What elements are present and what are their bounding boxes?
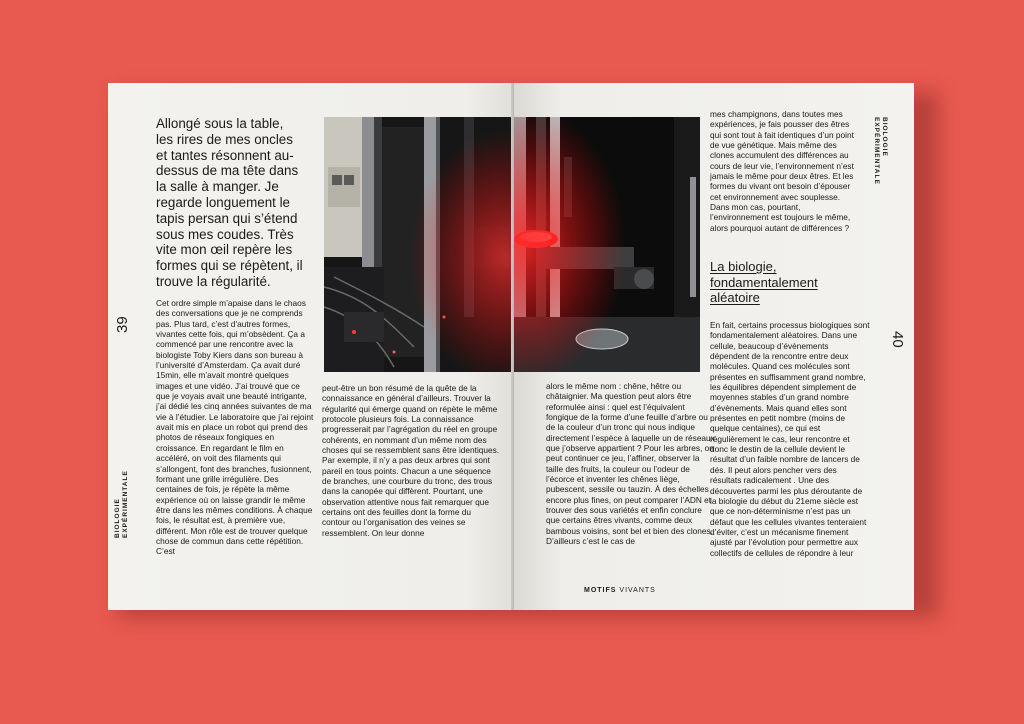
body-column: mes champignons, dans toutes mes expériences, je fais pousser des êtres qui sont tout à fait identiques d’un point de vue génétique. Mais même des clones accumulent des différences au cours de leur vie, l’environnement n’est jamais le même pour deux êtres. Et les formes du vivant ont besoin d’épouser cet environnement avec souplesse. Dans mon cas, pourtant, l’environnement est toujours le même, alors pourquoi autant de différences ? <box>710 109 854 233</box>
body-column: Cet ordre simple m’apaise dans le chaos des conversations que je ne comprends pas. Plus tard, c’est d’autres formes, vivantes cette fois, qui m’obsèdent. Ça a commencé par une rencontre avec la biologiste Toby Kiers dans son bureau à l’université d’Amsterdam. Ça avait duré 15min, elle m’avait montré quelques images et une vidéo. J’ai trouvé que ce que je voyais avait une beauté intrigante, j’ai dédié les cinq années suivantes de ma vie à l’étudier. Le laboratoire que j’ai rejoint avait mis en place un robot qui prend des photos de réseaux fongiques en croissance. En regardant le film en accéléré, on voit des filaments qui s’allongent, font des branches, fusionnent, formant une grille irrégulière. Des centaines de fois, je répète la même expérience où on laisse grandir le même être dans les mêmes conditions. À chaque fois, le résultat est, à première vue, différent. Mon rôle est de trouver quelque chose de commun dans cette répétition. C’est <box>156 298 314 557</box>
lab-photo-right-half <box>514 117 700 372</box>
page-number: 40 <box>889 331 906 348</box>
body-column: peut-être un bon résumé de la quête de la connaissance en général d’ailleurs. Trouver la régularité qui émerge quand on répète le même protocole plusieurs fois. La connaissance progresserait par l’agrégation du réel en groupe cohérents, en nommant d’un même nom des choses qui se ressemblent sans être identiques. Par exemple, il n’y a pas deux arbres qui sont pareil en tous points. Chacun a une séquence de branches, une courbure du tronc, des trous dans la canopée qui diffèrent. Pourtant, une observation attentive nous fait remarquer que certains ont des feuilles dont la forme du contour ou l’organisation des veines se ressemblent. On leur donne <box>322 383 500 538</box>
page-number: 39 <box>114 316 131 333</box>
footer-title-bold: MOTIFS <box>584 587 617 594</box>
section-subheading: La biologie, fondamentalement aléatoire <box>710 259 818 305</box>
running-footer <box>584 587 656 594</box>
lab-equipment-image <box>514 117 700 372</box>
lab-photo-left-half <box>324 117 514 372</box>
left-page <box>108 83 514 610</box>
right-page <box>514 83 914 610</box>
lead-paragraph: Allongé sous la table, les rires de mes oncles et tantes résonnent au-dessus de ma tête dans la salle à manger. Je regarde longuement le tapis persan qui s’étend sous mes coudes. Très vite mon œil repère les formes qui se répètent, il trouve la régularité. <box>156 116 303 289</box>
section-label: BIOLOGIE EXPÉRIMENTALE <box>873 117 888 185</box>
body-column: alors le même nom : chêne, hêtre ou châtaignier. Ma question peut alors être reformulée ainsi : quel est l’équivalent fongique de la forme d’une feuille d’arbre ou de la couleur d’un tronc qui nous indique directement l’espèce à laquelle un de réseaux que j’observe appartient ? Pour les arbres, on peut continuer ce jeu, l’affiner, observer la taille des fruits, la couleur ou l’odeur de l’écorce et inventer les chênes liège, pubescent, sessile ou tauzin. À des échelles encore plus fines, on peut comparer l’ADN et trouver des sous variétés et enfin conclure que certains êtres vivants, comme deux bambous voisins, sont bel et bien des clones. D’ailleurs c’est le cas de <box>546 381 715 547</box>
footer-title-light: VIVANTS <box>619 587 656 594</box>
body-column: En fait, certains processus biologiques sont fondamentalement aléatoires. Dans une cellule, beaucoup d’évènements dépendent de la rencontre entre deux molécules. Quand ces molécules sont présentes en suffisamment grand nombre, les équilibres dépendent simplement de moyennes stables d’un grand nombre d’évènements. Mais quand elles sont présentes en petit nombre (moins de quelque centaines), ce qui est régulièrement le cas, leur rencontre et donc le destin de la cellule devient le résultat d’un faible nombre de lancers de dés. Il peut alors pencher vers des résultats radicalement . Une des découvertes parmi les plus déroutante de la biologie du début du 21eme siècle est que ce non-déterminisme n’est pas un défaut que les cellules vivantes tenteraient d’éviter, c’est un mécanisme finement ajusté par l’évolution pour permettre aux collectifs de cellules de répondre à leur <box>710 320 870 558</box>
section-label: BIOLOGIE EXPÉRIMENTALE <box>114 470 129 538</box>
lab-equipment-image <box>324 117 514 372</box>
